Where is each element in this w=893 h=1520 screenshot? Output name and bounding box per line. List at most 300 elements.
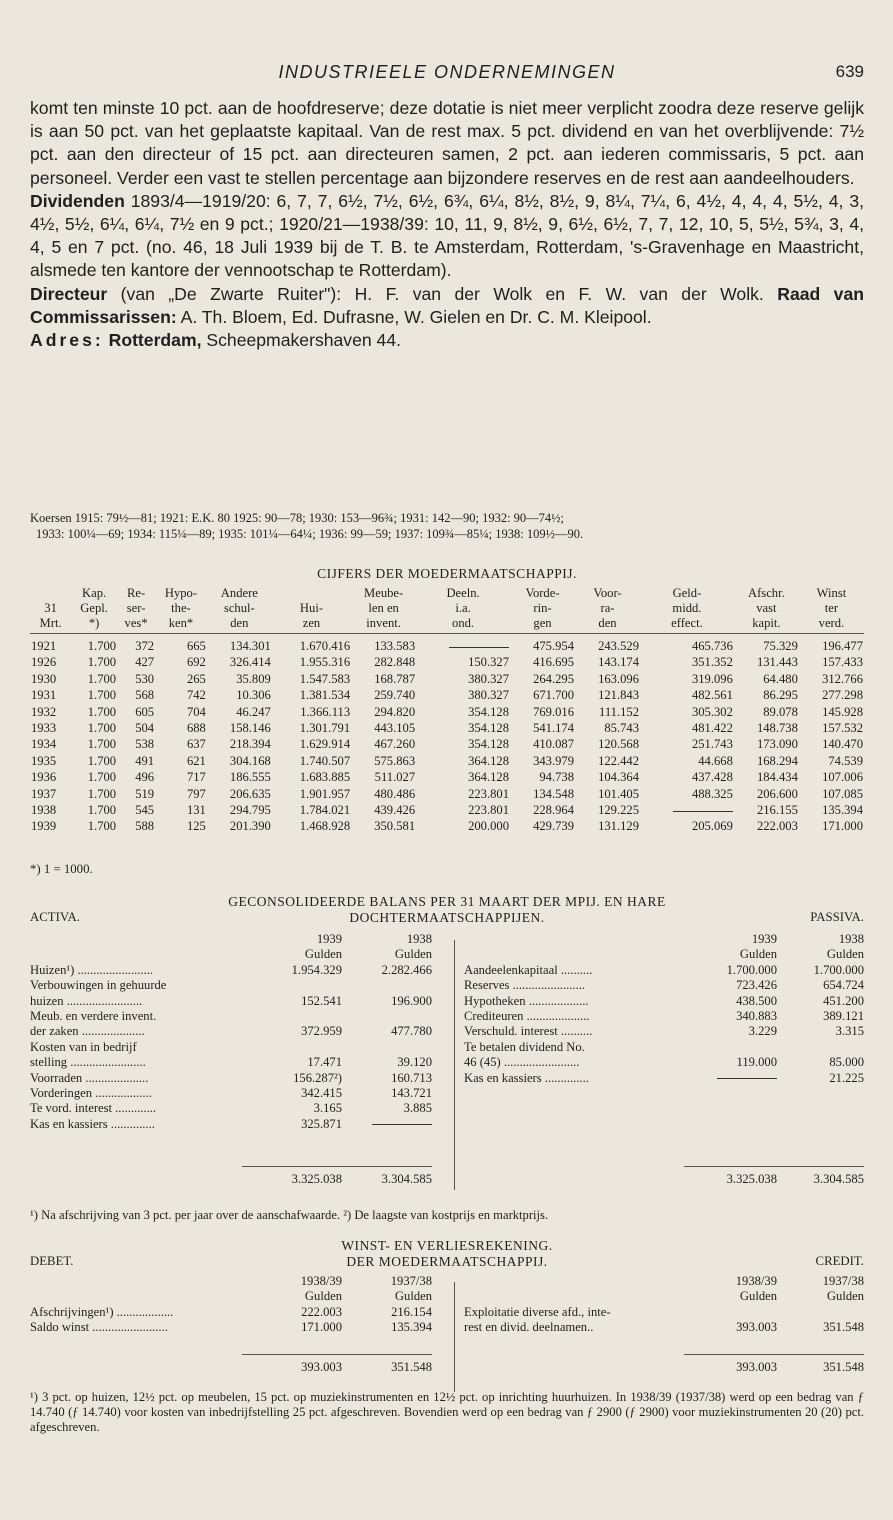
value-cell: 228.964 — [533, 803, 574, 818]
column-header: len en — [368, 601, 399, 615]
value-cell: 1.700 — [87, 688, 117, 703]
total-value: 3.325.038 — [726, 1172, 777, 1186]
value-cell: 364.128 — [468, 753, 509, 768]
value-cell: 1.381.534 — [299, 688, 351, 703]
value-cell: 496 — [135, 770, 155, 785]
value-cell: 134.301 — [229, 639, 271, 653]
value-cell: 111.152 — [599, 704, 639, 719]
pnl-subtitle: DER MOEDERMAATSCHAPPIJ. — [346, 1254, 548, 1269]
value-cell: 243.529 — [598, 639, 639, 653]
total-value: 393.003 — [736, 1360, 777, 1374]
balance-row — [30, 1071, 432, 1086]
balance-row — [464, 1009, 864, 1024]
pnl-debit — [30, 1274, 432, 1374]
value-cell: 575.863 — [374, 753, 416, 768]
row-label: Meub. en verdere invent. — [30, 1008, 157, 1023]
value-cell: 86.295 — [763, 688, 798, 703]
value-cell: 354.128 — [468, 704, 509, 719]
value-cell: 205.069 — [691, 819, 733, 834]
value-cell: 1.700 — [87, 721, 117, 736]
row-label: stelling ........................ — [30, 1055, 146, 1070]
value-cell: 168.787 — [374, 671, 416, 686]
value-cell: 251.743 — [691, 737, 733, 752]
value-cell: 277.298 — [822, 688, 863, 703]
unit-header: Gulden — [394, 947, 432, 962]
value-cell: 704 — [186, 704, 206, 719]
row-value: 477.780 — [391, 1024, 432, 1039]
column-header: midd. — [672, 601, 702, 615]
unit-header-row — [464, 1289, 864, 1304]
value-cell — [640, 802, 734, 818]
balance-row — [464, 1305, 864, 1320]
table-row — [30, 654, 864, 670]
director-text: (van „De Zwarte Ruiter"): H. F. van der Wolk en F. W. van der Wolk. — [107, 283, 778, 304]
value-cell: 797 — [186, 786, 206, 801]
dash-mark — [372, 1124, 432, 1125]
value-cell: 223.801 — [468, 786, 509, 801]
value-cell: 637 — [186, 737, 206, 752]
value-cell: 206.635 — [229, 786, 271, 801]
page-number: 639 — [835, 62, 864, 81]
address-paragraph — [30, 329, 864, 352]
row-value: 85.000 — [829, 1055, 864, 1070]
row-value: 451.200 — [823, 993, 864, 1008]
column-header: Afschr. — [748, 586, 785, 600]
year-cell: 1934 — [31, 737, 57, 752]
share-prices — [30, 510, 864, 542]
value-cell: 429.739 — [533, 819, 574, 834]
value-cell: 350.581 — [374, 819, 416, 834]
value-cell: 101.405 — [598, 786, 639, 801]
value-cell: 511.027 — [374, 770, 416, 785]
year-header: 1937/38 — [822, 1274, 864, 1288]
value-cell: 1.784.021 — [299, 803, 351, 818]
balance-row — [464, 1040, 864, 1055]
column-header: rin- — [533, 601, 552, 615]
balance-footnote: ¹) Na afschrijving van 3 pct. per jaar over de aanschafwaarde. ²) De laagste van kostprijs en marktprijs. — [30, 1208, 549, 1222]
total-row — [30, 1172, 432, 1187]
unit-header: Gulden — [826, 947, 864, 962]
value-cell: 223.801 — [468, 803, 509, 818]
value-cell: 265 — [186, 671, 206, 686]
year-cell: 1926 — [31, 655, 57, 670]
column-header — [30, 586, 71, 601]
balance-row — [30, 1009, 432, 1024]
value-cell: 545 — [135, 803, 155, 818]
balance-row — [30, 1101, 432, 1116]
value-cell: 1.366.113 — [300, 704, 351, 719]
row-value: 216.154 — [391, 1304, 432, 1319]
value-cell: 216.155 — [756, 803, 798, 818]
value-cell: 10.306 — [236, 688, 271, 703]
column-header: ter — [824, 601, 839, 615]
value-cell: 1.700 — [87, 639, 117, 653]
value-cell: 163.096 — [598, 671, 639, 686]
value-cell: 1.955.316 — [299, 655, 351, 670]
value-cell: 1.629.914 — [299, 737, 351, 752]
column-header: Winst — [816, 586, 847, 600]
column-header: ond. — [416, 616, 510, 634]
value-cell: 427 — [135, 655, 155, 670]
row-value: 389.121 — [823, 1008, 864, 1023]
column-header: Gepl. — [80, 601, 108, 615]
value-cell: 1.670.416 — [299, 639, 351, 653]
row-value: 372.959 — [301, 1024, 342, 1039]
total-value: 3.325.038 — [291, 1172, 342, 1186]
value-cell: 1.301.791 — [299, 721, 351, 736]
value-cell: 541.174 — [533, 721, 574, 736]
row-label: Crediteuren .................... — [464, 1008, 590, 1023]
value-cell: 491 — [135, 753, 155, 768]
value-cell: 94.738 — [539, 770, 574, 785]
value-cell: 326.414 — [229, 655, 271, 670]
row-label: Hypotheken ................... — [464, 993, 589, 1008]
column-header: Meube- — [364, 586, 404, 600]
total-value: 351.548 — [823, 1360, 864, 1374]
pnl-credit — [464, 1274, 864, 1374]
balance-row — [30, 1086, 432, 1101]
row-value: 654.724 — [823, 978, 864, 993]
value-cell: 196.477 — [822, 639, 863, 653]
director-label: Directeur — [30, 283, 108, 304]
row-label: 46 (45) ........................ — [464, 1055, 580, 1070]
balance-liabilities — [464, 932, 864, 1186]
value-cell: 530 — [135, 671, 155, 686]
value-cell: 1.700 — [87, 819, 117, 834]
row-value: 2.282.466 — [381, 962, 432, 977]
column-header: effect. — [640, 616, 734, 634]
value-cell: 519 — [135, 786, 155, 801]
value-cell: 605 — [135, 704, 155, 719]
value-cell: 131.443 — [756, 655, 798, 670]
value-cell: 129.225 — [598, 803, 639, 818]
value-cell: 488.325 — [691, 786, 733, 801]
dividends-text: 1893/4—1919/20: 6, 7, 7, 6½, 7½, 6½, 6¾, 6¼, 8½, 8½, 9, 8¼, 7¼, 6, 4½, 4, 4, 4, 5½, 4, 3, 4½, 5½, 6¼, 6¼, 7½ en 9 pct.; 1920/21—1938/39: 10, 11, 9, 8½, 9, 6½, 6½, 7, 7, 12, 10, 5, 5½, 5¾, 3, 4, 4, 5 en 7 pct. (no. 46, 18 Juli 1939 bij de T. B. te Amsterdam, Rotterdam, 's-Gravenhage en Maastricht, alsmede ten kantore der vennootschap te Rotterdam). — [30, 190, 864, 281]
value-cell: 64.480 — [763, 671, 798, 686]
unit-header: Gulden — [304, 947, 342, 962]
year-cell: 1930 — [31, 671, 57, 686]
value-cell: 46.247 — [236, 704, 271, 719]
row-value: 119.000 — [736, 1055, 777, 1070]
balance-row — [464, 1071, 864, 1086]
value-cell: 200.000 — [468, 819, 509, 834]
column-header: invent. — [351, 616, 416, 634]
value-cell: 568 — [135, 688, 155, 703]
value-cell: 120.568 — [598, 737, 639, 752]
value-cell: 621 — [186, 753, 206, 768]
row-value: 156.287²) — [293, 1070, 342, 1085]
year-cell: 1938 — [31, 803, 57, 818]
year-header: 1938/39 — [735, 1274, 777, 1288]
value-cell: 282.848 — [374, 655, 416, 670]
row-label: Te betalen dividend No. — [464, 1039, 585, 1054]
value-cell: 259.740 — [374, 688, 416, 703]
value-cell: 305.302 — [691, 704, 733, 719]
table-row — [30, 753, 864, 769]
value-cell: 354.128 — [468, 721, 509, 736]
balance-row — [464, 1320, 864, 1335]
column-header: ves* — [117, 616, 155, 634]
balance-row — [30, 1040, 432, 1055]
address-label: Adres: — [30, 330, 104, 351]
total-rule — [684, 1166, 864, 1167]
row-value: 39.120 — [397, 1055, 432, 1070]
value-cell: 319.096 — [691, 671, 733, 686]
value-cell: 145.928 — [822, 704, 863, 719]
value-cell: 294.795 — [229, 803, 271, 818]
value-cell: 121.843 — [598, 688, 639, 703]
table-row — [30, 704, 864, 720]
balance-title: GECONSOLIDEERDE BALANS PER 31 MAART DER MPIJ. EN HARE — [228, 894, 666, 909]
value-cell: 201.390 — [229, 819, 271, 834]
balance-row — [464, 978, 864, 993]
value-cell: 150.327 — [468, 655, 509, 670]
row-label: Aandeelenkapitaal .......... — [464, 962, 593, 977]
table-row — [30, 769, 864, 785]
balance-row — [464, 1055, 864, 1070]
value-cell: 717 — [186, 770, 206, 785]
year-cell: 1937 — [31, 786, 57, 801]
running-header — [30, 62, 864, 86]
year-header-row — [30, 932, 432, 947]
row-label: huizen ........................ — [30, 993, 143, 1008]
total-row — [464, 1172, 864, 1187]
row-label: Verschuld. interest .......... — [464, 1024, 593, 1039]
row-value: 325.871 — [301, 1116, 342, 1131]
balance-row — [464, 994, 864, 1009]
row-value: 135.394 — [391, 1320, 432, 1335]
pnl-divider — [454, 1282, 455, 1392]
table-row — [30, 671, 864, 687]
table-row — [30, 736, 864, 752]
year-cell: 1932 — [31, 704, 57, 719]
row-label: der zaken .................... — [30, 1024, 145, 1039]
value-cell: 372 — [135, 639, 155, 653]
table-header-row — [30, 586, 864, 601]
column-header: i.a. — [455, 601, 471, 615]
value-cell: 75.329 — [763, 639, 798, 653]
table-row — [30, 818, 864, 834]
value-cell: 769.016 — [533, 704, 574, 719]
table-row — [30, 687, 864, 703]
value-cell: 504 — [135, 721, 155, 736]
document-page — [30, 0, 864, 1520]
column-header: Hypo- — [164, 586, 198, 600]
row-value: 160.713 — [391, 1070, 432, 1085]
year-cell: 1921 — [31, 639, 57, 653]
value-cell: 588 — [135, 819, 155, 834]
passiva-label: PASSIVA. — [810, 910, 864, 924]
year-header-row — [30, 1274, 432, 1289]
total-value: 3.304.585 — [381, 1172, 432, 1186]
parent-company-figures-table — [30, 586, 864, 835]
year-header-row — [464, 932, 864, 947]
value-cell: 206.600 — [756, 786, 798, 801]
value-cell: 140.470 — [822, 737, 863, 752]
unit-header: Gulden — [739, 1289, 777, 1304]
value-cell: 1.468.928 — [299, 819, 351, 834]
table-header-row — [30, 616, 864, 634]
value-cell: 85.743 — [604, 721, 639, 736]
column-header: Vorde- — [525, 586, 560, 600]
value-cell: 218.394 — [229, 737, 271, 752]
total-rule — [242, 1354, 432, 1355]
row-label: Kas en kassiers .............. — [30, 1116, 155, 1131]
value-cell: 481.422 — [691, 721, 733, 736]
year-cell: 1936 — [31, 770, 57, 785]
value-cell: 35.809 — [236, 671, 271, 686]
value-cell: 135.394 — [822, 803, 863, 818]
value-cell: 173.090 — [756, 737, 798, 752]
unit-header: Gulden — [394, 1289, 432, 1304]
column-header: Deeln. — [446, 586, 480, 600]
column-header: Geld- — [672, 586, 702, 600]
unit-header-row — [464, 947, 864, 962]
value-cell: 1.700 — [87, 753, 117, 768]
column-header: kapit. — [734, 616, 799, 634]
value-cell: 1.700 — [87, 671, 117, 686]
row-label: Voorraden .................... — [30, 1070, 149, 1085]
balance-subtitle: DOCHTERMAATSCHAPPIJEN. — [349, 910, 545, 925]
address-city: Rotterdam, — [108, 330, 202, 351]
value-cell: 1.700 — [87, 737, 117, 752]
value-cell: 671.700 — [533, 688, 574, 703]
year-header: 1938 — [406, 932, 432, 946]
unit-header: Gulden — [739, 947, 777, 962]
balance-row — [30, 1305, 432, 1320]
row-value: 3.165 — [313, 1101, 342, 1116]
row-value: 152.541 — [301, 993, 342, 1008]
table-row — [30, 634, 864, 655]
value-cell: 380.327 — [468, 688, 509, 703]
year-header: 1938 — [838, 932, 864, 946]
value-cell: 1.547.583 — [299, 671, 351, 686]
row-label: Verbouwingen in gehuurde — [30, 978, 167, 993]
total-value: 351.548 — [391, 1360, 432, 1374]
column-header: the- — [171, 601, 191, 615]
column-header: vast — [756, 601, 777, 615]
row-label: Huizen¹) ........................ — [30, 962, 154, 977]
balance-assets — [30, 932, 432, 1186]
row-value: 3.315 — [835, 1024, 864, 1039]
share-prices-line: 1933: 100¼—69; 1934: 115¼—89; 1935: 101¼—64¼; 1936: 99—59; 1937: 109¾—85¼; 1938: 109½—90. — [36, 527, 584, 541]
balance-row — [30, 1320, 432, 1335]
row-value — [372, 1117, 432, 1132]
row-value: 222.003 — [301, 1304, 342, 1319]
column-header: *) — [71, 616, 117, 634]
year-header: 1938/39 — [300, 1274, 342, 1288]
year-header: 1937/38 — [390, 1274, 432, 1288]
value-cell: 107.085 — [822, 786, 863, 801]
board-text: A. Th. Bloem, Ed. Dufrasne, W. Gielen en Dr. C. M. Kleipool. — [176, 306, 652, 327]
row-value: 21.225 — [829, 1070, 864, 1085]
company-description — [30, 97, 864, 352]
pnl-title: WINST- EN VERLIESREKENING. — [341, 1238, 553, 1253]
column-header: Voor- — [593, 586, 622, 600]
credit-label: CREDIT. — [815, 1254, 864, 1268]
value-cell: 131 — [186, 803, 206, 818]
value-cell: 122.442 — [598, 753, 639, 768]
value-cell: 364.128 — [468, 770, 509, 785]
total-row — [30, 1360, 432, 1375]
row-value: 723.426 — [736, 978, 777, 993]
value-cell: 467.260 — [374, 737, 416, 752]
value-cell: 410.087 — [533, 737, 574, 752]
value-cell: 416.695 — [533, 655, 574, 670]
column-header: ken* — [155, 616, 207, 634]
row-label: Afschrijvingen¹) .................. — [30, 1304, 174, 1319]
balance-row — [464, 1024, 864, 1039]
value-cell: 44.668 — [698, 753, 733, 768]
value-cell: 104.364 — [598, 770, 639, 785]
dash-mark — [717, 1078, 777, 1079]
year-header-row — [464, 1274, 864, 1289]
column-header: Mrt. — [30, 616, 71, 634]
row-value: 340.883 — [736, 1008, 777, 1023]
value-cell: 343.979 — [533, 753, 574, 768]
row-label: Te vord. interest ............. — [30, 1101, 157, 1116]
balance-row — [464, 963, 864, 978]
column-header: Re- — [126, 586, 146, 600]
value-cell: 157.532 — [822, 721, 863, 736]
value-cell: 158.146 — [229, 721, 271, 736]
row-label: rest en divid. deelnamen.. — [464, 1320, 594, 1335]
figures-title: CIJFERS DER MOEDERMAATSCHAPPIJ. — [317, 566, 577, 581]
row-value: 1.700.000 — [813, 962, 864, 977]
row-value: 342.415 — [301, 1085, 342, 1100]
value-cell: 380.327 — [468, 671, 509, 686]
year-cell: 1933 — [31, 721, 57, 736]
balance-row — [30, 994, 432, 1009]
value-cell: 131.129 — [598, 819, 639, 834]
value-cell: 1.700 — [87, 786, 117, 801]
year-header: 1939 — [316, 932, 342, 946]
unit-note: *) 1 = 1000. — [30, 862, 93, 876]
value-cell: 354.128 — [468, 737, 509, 752]
balance-row — [30, 1055, 432, 1070]
value-cell: 74.539 — [828, 753, 863, 768]
balance-row — [30, 1024, 432, 1039]
unit-header-row — [30, 1289, 432, 1304]
balance-row — [30, 978, 432, 993]
unit-header: Gulden — [826, 1289, 864, 1304]
row-value: 171.000 — [301, 1320, 342, 1335]
dash-mark — [449, 647, 509, 648]
row-label: Vorderingen .................. — [30, 1085, 152, 1100]
table-header-row — [30, 601, 864, 616]
address-text: Scheepmakershaven 44. — [201, 330, 402, 351]
value-cell: 304.168 — [229, 753, 271, 768]
column-header: ser- — [126, 601, 146, 615]
value-cell: 171.000 — [822, 819, 863, 834]
row-label: Exploitatie diverse afd., inte- — [464, 1304, 611, 1319]
column-header: Andere — [220, 586, 258, 600]
column-header: Kap. — [82, 586, 107, 600]
value-cell: 439.426 — [374, 803, 416, 818]
reserve-paragraph: komt ten minste 10 pct. aan de hoofdreserve; deze dotatie is niet meer verplicht zoodra deze reserve gelijk is aan 50 pct. van het geplaatste kapitaal. Van de rest max. 5 pct. dividend en van het overblijvende: 7½ pct. aan den directeur of 15 pct. aan directeuren samen, 2 pct. aan iederen commissaris, 5 pct. aan personeel. Verder een vast te stellen percentage aan bijzondere reserves en de rest aan aandeelhouders. — [30, 98, 864, 188]
row-value: 196.900 — [391, 993, 432, 1008]
value-cell: 294.820 — [374, 704, 416, 719]
value-cell: 134.548 — [533, 786, 574, 801]
column-header: ra- — [600, 601, 615, 615]
row-value: 1.954.329 — [291, 962, 342, 977]
board-label: Raad van Commissarissen: — [30, 283, 864, 327]
dividends-paragraph — [30, 190, 864, 283]
row-value: 351.548 — [823, 1320, 864, 1335]
value-cell — [416, 634, 510, 655]
column-header — [272, 586, 351, 601]
value-cell: 1.700 — [87, 655, 117, 670]
